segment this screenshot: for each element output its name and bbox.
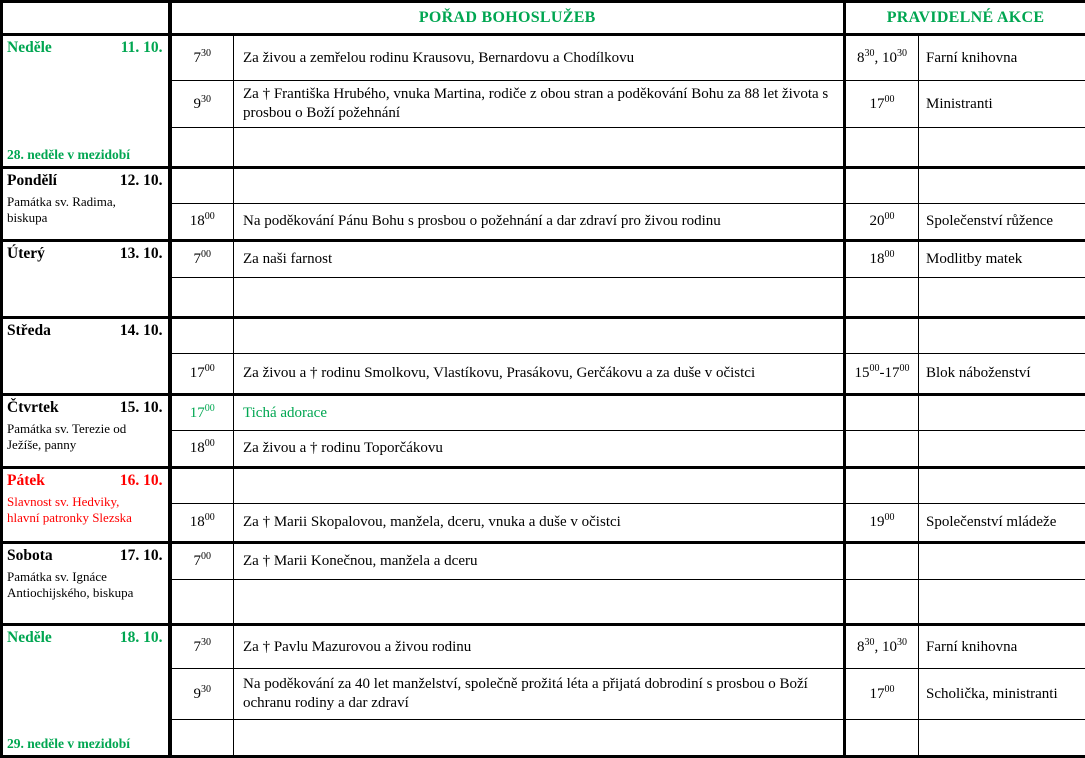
mass-time: $9^{30}$ [170, 669, 234, 720]
day-note: Památka sv. Terezie od Ježíše, panny [7, 421, 163, 452]
day-note: Slavnost sv. Hedviky, hlavní patronky Slezska [7, 494, 163, 525]
day-header [7, 39, 163, 57]
empty-cell [845, 543, 919, 580]
empty-cell [234, 468, 845, 504]
day-name: Pondělí [7, 172, 57, 190]
empty-cell [845, 318, 919, 354]
empty-cell [919, 580, 1085, 625]
empty-cell [919, 278, 1085, 318]
event-time: $8^{30}$, $10^{30}$ [845, 35, 919, 81]
empty-cell [919, 318, 1085, 354]
event-name: Ministranti [919, 81, 1085, 128]
empty-cell [170, 580, 234, 625]
event-time: $17^{00}$ [845, 81, 919, 128]
mass-time: $7^{00}$ [170, 543, 234, 580]
mass-time: $9^{30}$ [170, 81, 234, 128]
empty-cell [845, 278, 919, 318]
empty-cell [845, 168, 919, 204]
day-note: 29. neděle v mezidobí [7, 736, 130, 752]
day-cell-friday-16 [2, 468, 170, 543]
mass-intention: Za † Františka Hrubého, vnuka Martina, rodiče z obou stran a poděkování Bohu za 88 let života s prosbou o Boží požehnání [234, 81, 845, 128]
empty-cell [170, 318, 234, 354]
event-name: Scholička, ministranti [919, 669, 1085, 720]
day-header [7, 245, 163, 263]
day-date: 13. 10. [120, 245, 163, 263]
mass-intention: Na poděkování za 40 let manželství, společně prožitá léta a přijatá dobrodiní s prosbou o Boží ochranu rodiny a dar zdraví [234, 669, 845, 720]
day-name: Sobota [7, 547, 53, 565]
day-name: Čtvrtek [7, 399, 59, 417]
event-name: Modlitby matek [919, 241, 1085, 278]
mass-intention: Za † Marii Skopalovou, manžela, dceru, vnuka a duše v očistci [234, 504, 845, 543]
mass-time: $7^{30}$ [170, 625, 234, 669]
empty-cell [170, 128, 234, 168]
empty-cell [919, 543, 1085, 580]
empty-cell [919, 128, 1085, 168]
empty-cell [234, 128, 845, 168]
day-note: 28. neděle v mezidobí [7, 147, 130, 163]
empty-cell [234, 318, 845, 354]
event-name: Farní knihovna [919, 625, 1085, 669]
day-header [7, 322, 163, 340]
event-name: Společenství růžence [919, 204, 1085, 241]
day-cell-monday-12 [2, 168, 170, 241]
mass-intention: Za naši farnost [234, 241, 845, 278]
mass-intention: Za živou a zemřelou rodinu Krausovu, Bernardovu a Chodílkovu [234, 35, 845, 81]
mass-time: $7^{00}$ [170, 241, 234, 278]
day-date: 15. 10. [120, 399, 163, 417]
mass-time: $17^{00}$ [170, 354, 234, 395]
day-cell-wednesday-14 [2, 318, 170, 395]
day-date: 14. 10. [120, 322, 163, 340]
day-cell-tuesday-13 [2, 241, 170, 318]
day-date: 17. 10. [120, 547, 163, 565]
day-name: Středa [7, 322, 51, 340]
empty-cell [845, 128, 919, 168]
day-name: Úterý [7, 245, 45, 263]
empty-cell [845, 431, 919, 468]
day-header [7, 472, 163, 490]
day-date: 12. 10. [120, 172, 163, 190]
mass-time: $18^{00}$ [170, 204, 234, 241]
day-note: Památka sv. Ignáce Antiochijského, biskupa [7, 569, 163, 600]
event-time: $17^{00}$ [845, 669, 919, 720]
header-corner-cell [2, 2, 170, 35]
empty-cell [170, 168, 234, 204]
mass-intention: Za živou a † rodinu Toporčákovu [234, 431, 845, 468]
day-date: 11. 10. [121, 39, 163, 57]
day-name: Pátek [7, 472, 45, 490]
event-name: Farní knihovna [919, 35, 1085, 81]
mass-intention: Za živou a † rodinu Smolkovu, Vlastíkovu, Prasákovu, Gerčákovu a za duše v očistci [234, 354, 845, 395]
event-time: $8^{30}$, $10^{30}$ [845, 625, 919, 669]
day-name: Neděle [7, 39, 52, 57]
mass-time: $18^{00}$ [170, 431, 234, 468]
services-header: POŘAD BOHOSLUŽEB [170, 2, 845, 35]
empty-cell [234, 278, 845, 318]
mass-intention: Za † Pavlu Mazurovou a živou rodinu [234, 625, 845, 669]
empty-cell [845, 395, 919, 431]
day-header [7, 629, 163, 647]
day-header [7, 172, 163, 190]
day-date: 18. 10. [120, 629, 163, 647]
empty-cell [845, 580, 919, 625]
event-time: $15^{00}-17^{00}$ [845, 354, 919, 395]
empty-cell [845, 468, 919, 504]
mass-intention: Tichá adorace [234, 395, 845, 431]
mass-time: $17^{00}$ [170, 395, 234, 431]
empty-cell [170, 278, 234, 318]
event-name: Blok náboženství [919, 354, 1085, 395]
mass-time: $18^{00}$ [170, 504, 234, 543]
empty-cell [234, 580, 845, 625]
empty-cell [919, 395, 1085, 431]
events-header: PRAVIDELNÉ AKCE [845, 2, 1085, 35]
empty-cell [234, 168, 845, 204]
day-cell-thursday-15 [2, 395, 170, 468]
day-cell-sunday-11 [2, 35, 170, 168]
day-header [7, 399, 163, 417]
day-header [7, 547, 163, 565]
event-time: $20^{00}$ [845, 204, 919, 241]
event-time: $19^{00}$ [845, 504, 919, 543]
event-name: Společenství mládeže [919, 504, 1085, 543]
mass-intention: Na poděkování Pánu Bohu s prosbou o požehnání a dar zdraví pro živou rodinu [234, 204, 845, 241]
empty-cell [170, 468, 234, 504]
empty-cell [919, 468, 1085, 504]
day-note: Památka sv. Radima, biskupa [7, 194, 163, 225]
empty-cell [919, 431, 1085, 468]
day-name: Neděle [7, 629, 52, 647]
event-time: $18^{00}$ [845, 241, 919, 278]
day-date: 16. 10. [120, 472, 163, 490]
day-cell-saturday-17 [2, 543, 170, 625]
empty-cell [919, 168, 1085, 204]
day-cell-sunday-18 [2, 625, 170, 757]
mass-intention: Za † Marii Konečnou, manžela a dceru [234, 543, 845, 580]
mass-time: $7^{30}$ [170, 35, 234, 81]
